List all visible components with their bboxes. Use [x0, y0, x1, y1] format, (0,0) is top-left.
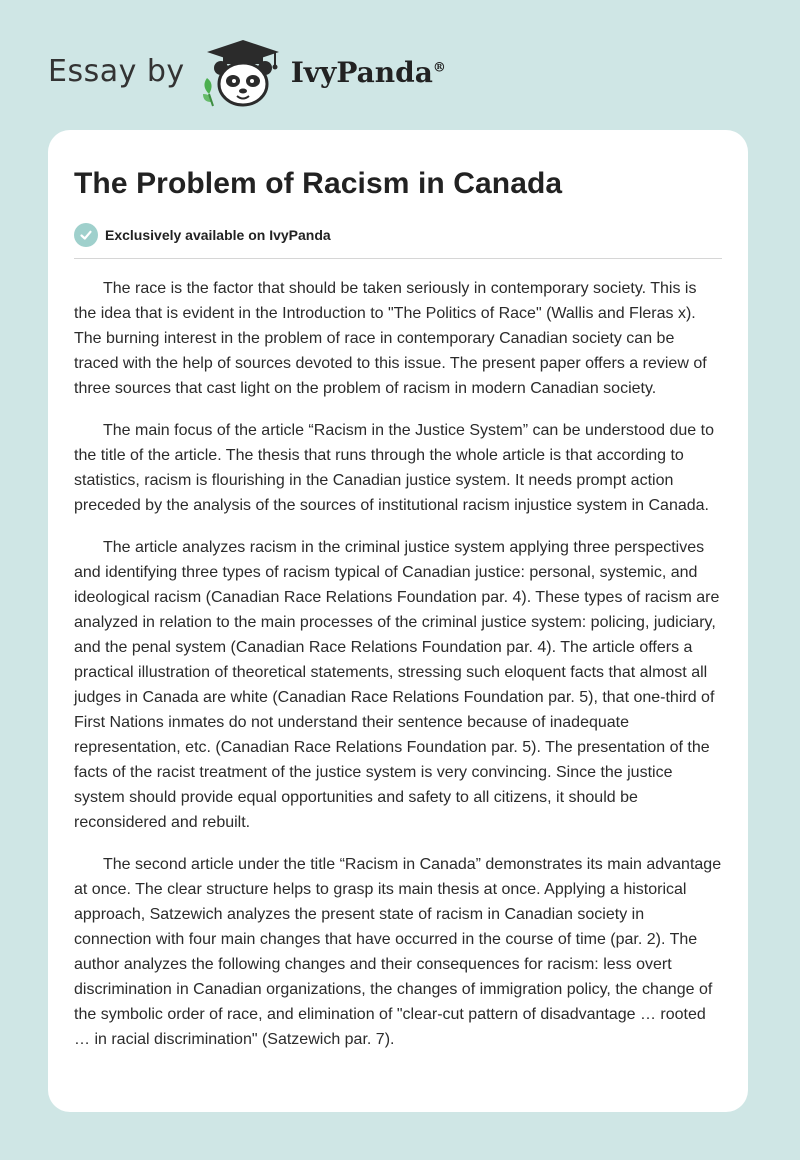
exclusive-badge [74, 222, 722, 248]
check-icon [74, 223, 98, 247]
essay-body [74, 276, 722, 1052]
paragraph: The second article under the title “Racism in Canada” demonstrates its main advantage at once. The clear structure helps to grasp its main thesis at once. Applying a historical approach, Satzewich analyzes the present state of racism in Canadian society in connection with four main changes that have occurred in the course of time (par. 2). The author analyzes the following changes and their consequences for racism: less overt discrimination in Canadian organizations, the changes of immigration policy, the change of the symbolic order of race, and elimination of "clear-cut pattern of disadvantage … rooted … in racial discrimination" (Satzewich par. 7). [74, 856, 722, 1048]
panda-logo-icon[interactable] [199, 36, 283, 110]
brand-name[interactable] [291, 56, 446, 89]
page-title: The Problem of Racism in Canada [74, 167, 563, 200]
paragraph: The race is the factor that should be taken seriously in contemporary society. This is the idea that is evident in the Introduction to "The Politics of Race" (Wallis and Fleras x). The burning interest in the problem of race in contemporary Canadian society can be traced with the help of sources devoted to this issue. The present paper offers a review of three sources that cast light on the problem of racism in modern Canadian society. [74, 280, 707, 397]
paragraph: The article analyzes racism in the criminal justice system applying three perspectives and identifying three types of racism typical of Canadian justice: personal, systemic, and ideological racism (Canadian Race Relations Foundation par. 4). These types of racism are analyzed in relation to the main processes of the criminal justice system: policing, judiciary, and the penal system (Canadian Race Relations Foundation par. 4). The article offers a practical illustration of theoretical statements, stressing such eloquent facts that almost all judges in Canada are white (Canadian Race Relations Foundation par. 5), that one-third of First Nations inmates do not understand their sentence because of inadequate representation, etc. (Canadian Race Relations Foundation par. 5). The presentation of the facts of the racist treatment of the justice system is very convincing. Since the justice system should provide equal opportunities and safety to all citizens, it should be reconsidered and rebuilt. [74, 539, 720, 831]
essay-card [48, 130, 748, 1112]
brand-name-text: IvyPanda [290, 55, 433, 89]
registered-mark: ® [432, 60, 446, 76]
paragraph: The main focus of the article “Racism in the Justice System” can be understood due to the title of the article. The thesis that runs through the whole article is that according to statistics, racism is flourishing in the Canadian justice system. It needs prompt action preceded by the analysis of the sources of institutional racism injustice system in Canada. [74, 422, 714, 514]
divider [74, 258, 722, 259]
badge-label: Exclusively available on IvyPanda [105, 227, 331, 243]
brand-prefix: Essay by [48, 53, 185, 89]
site-header [48, 36, 446, 110]
